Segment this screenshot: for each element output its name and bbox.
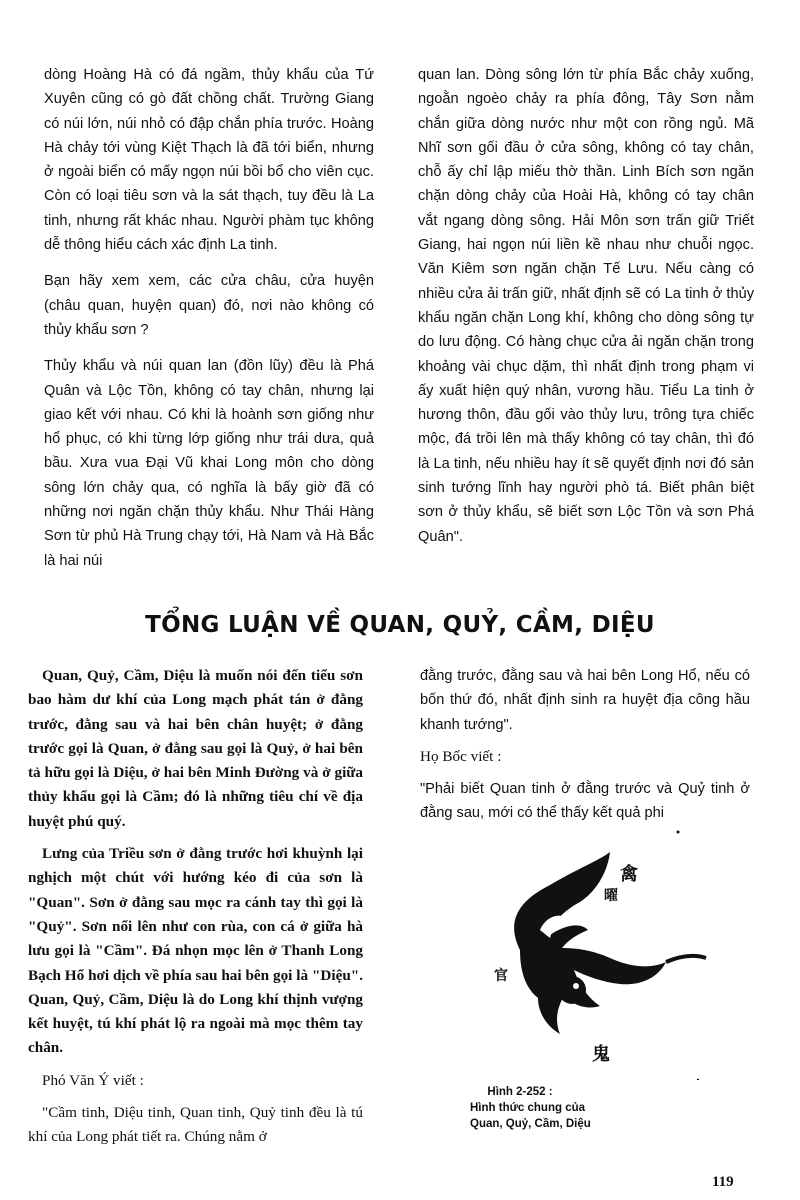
quote-attribution: Phó Văn Ý viết :	[42, 1071, 144, 1089]
top-right-column	[418, 63, 754, 561]
paragraph: dòng Hoàng Hà có đá ngầm, thủy khẩu của Tứ Xuyên cũng có gò đất chồng chất. Trường Giang có núi lớn, núi nhỏ có đập chắn phía trước. Hoàng Hà chảy tới vùng Kiệt Thạch là đã tới biển, nhưng ở ngoài biển có mấy ngọn núi bồi bổ cho viên cục. Còn có loại tiêu sơn và la sát thạch, tuy đều là La tinh, nhưng rất khác nhau. Người phàm tục không dễ thông hiểu cách xác định La tinh.	[44, 67, 374, 254]
paragraph: Lưng của Triều sơn ở đằng trước hơi khuỳnh lại nghịch một chút với hướng kéo đi của sơn là "Quan". Sơn ở đằng sau mọc ra cánh tay thì gọi là "Quỷ". Sơn nổi lên như con rùa, con cá ở giữa hà lưu gọi là "Cầm". Đá nhọn mọc lên ở Thanh Long Bạch Hổ hơi dịch về phía sau hai bên gọi là "Diệu". Quan, Quỷ, Cầm, Diệu là do Long khí thịnh vượng kết huyệt, tú khí phát lộ ra ngoài mà mọc thêm tay chân.	[28, 845, 363, 1057]
paragraph: Thủy khẩu và núi quan lan (đồn lũy) đều là Phá Quân và Lộc Tồn, không có tay chân, nhưng lại giao kết với nhau. Có khi là hoành sơn giống như hổ phục, có khi từng lớp giống như trái dưa, quả bầu. Xưa vua Đại Vũ khai Long môn cho dòng sông lớn chảy qua, có nghĩa là bấy giờ đã có những nơi ngăn chặn thủy khẩu. Như Thái Hàng Sơn từ phủ Hà Trung chạy tới, Hà Nam và Hà Bắc là hai núi	[44, 358, 374, 569]
mountain-drawing	[480, 830, 770, 1080]
paragraph: Bạn hãy xem xem, các cửa châu, cửa huyện (châu quan, huyện quan) đó, nơi nào không có thủy khẩu sơn ?	[44, 273, 374, 338]
quote: đằng trước, đằng sau và hai bên Long Hổ, nếu có bốn thứ đó, nhất định sinh ra huyệt địa công hầu khanh tướng".	[420, 668, 750, 733]
figure-illustration	[480, 830, 770, 1080]
glyph-label: 鬼	[592, 1044, 610, 1065]
top-left-column	[44, 63, 374, 585]
quote: "Phải biết Quan tinh ở đằng trước và Quỷ tinh ở đằng sau, mới có thể thấy kết quả phi	[420, 781, 750, 822]
section-title: TỔNG LUẬN VỀ QUAN, QUỶ, CẦM, DIỆU	[145, 612, 655, 638]
quote-attribution: Họ Bốc viết :	[420, 747, 502, 765]
glyph-label: 官	[494, 968, 508, 984]
paragraph: quan lan. Dòng sông lớn từ phía Bắc chảy xuống, ngoằn ngoèo chảy ra phía đông, Tây Sơn nằm chắn giữa dòng nước như một con rồng ngủ. Mã Nhĩ sơn gối đầu ở cửa sông, không có tay chân, chỗ ấy chỉ lập miếu thờ thần. Linh Bích sơn ngăn chặn dòng chảy của Hoài Hà, không có tay chân vắt ngang dòng sông. Hải Môn sơn trấn giữ Triết Giang, hai ngọn núi liền kề nhau như chuỗi ngọc. Văn Kiêm sơn ngăn chặn Tế Lưu. Nếu càng có nhiều cửa ải trấn giữ, nhất định sẽ có La tinh ở thủy khẩu ngăn chặn Long khí, không cho dòng sông tự do lưu động. Có hàng chục cửa ải ngăn chặn trong khoảng vài chục dặm, thì nhất định trong phạm vi ấy xuất hiện quý nhân, vương hầu. Tiểu La tinh ở hương thôn, đầu gối vào thủy lưu, trông tựa chiếc mộc, đá trồi lên mà thấy không có tay chân, thì đó là La tinh, nếu nhiều hay ít sẽ quyết định nơi đó sản sinh tướng lĩnh hay người phò tá. Biết phân biệt sơn ở thủy khẩu, sẽ biết sơn Lộc Tồn và sơn Phá Quân".	[418, 67, 754, 545]
page-number: 119	[712, 1174, 734, 1190]
quote: "Cầm tinh, Diệu tinh, Quan tinh, Quỷ tinh đều là tú khí của Long phát tiết ra. Chúng nằm ở	[28, 1104, 363, 1146]
mountain-head	[558, 976, 586, 1004]
bottom-left-column	[28, 664, 363, 1158]
glyph-label: 曜	[604, 888, 618, 904]
caption-line: Quan, Quỷ, Cầm, Diệu	[470, 1118, 591, 1130]
caption-line: Hình thức chung của	[470, 1102, 586, 1114]
paragraph: Quan, Quỷ, Cầm, Diệu là muốn nói đến tiểu sơn bao hàm dư khí của Long mạch phát tán ở đằng trước, đằng sau và hai bên chân huyệt; ở đằng trước gọi là Quan, ở đằng sau gọi là Quỷ, ở hai bên tả hữu gọi là Diệu, ở hai bên Minh Đường và ở giữa thủy khẩu gọi là Cầm; đó là những tiêu chí về địa huyệt phú quý.	[28, 667, 363, 830]
figure-caption	[470, 1084, 591, 1132]
glyph-label: 禽	[620, 864, 638, 885]
bottom-right-column	[420, 664, 750, 834]
caption-line: Hình 2-252 :	[487, 1086, 553, 1098]
main-mountain-shape	[514, 852, 666, 1034]
